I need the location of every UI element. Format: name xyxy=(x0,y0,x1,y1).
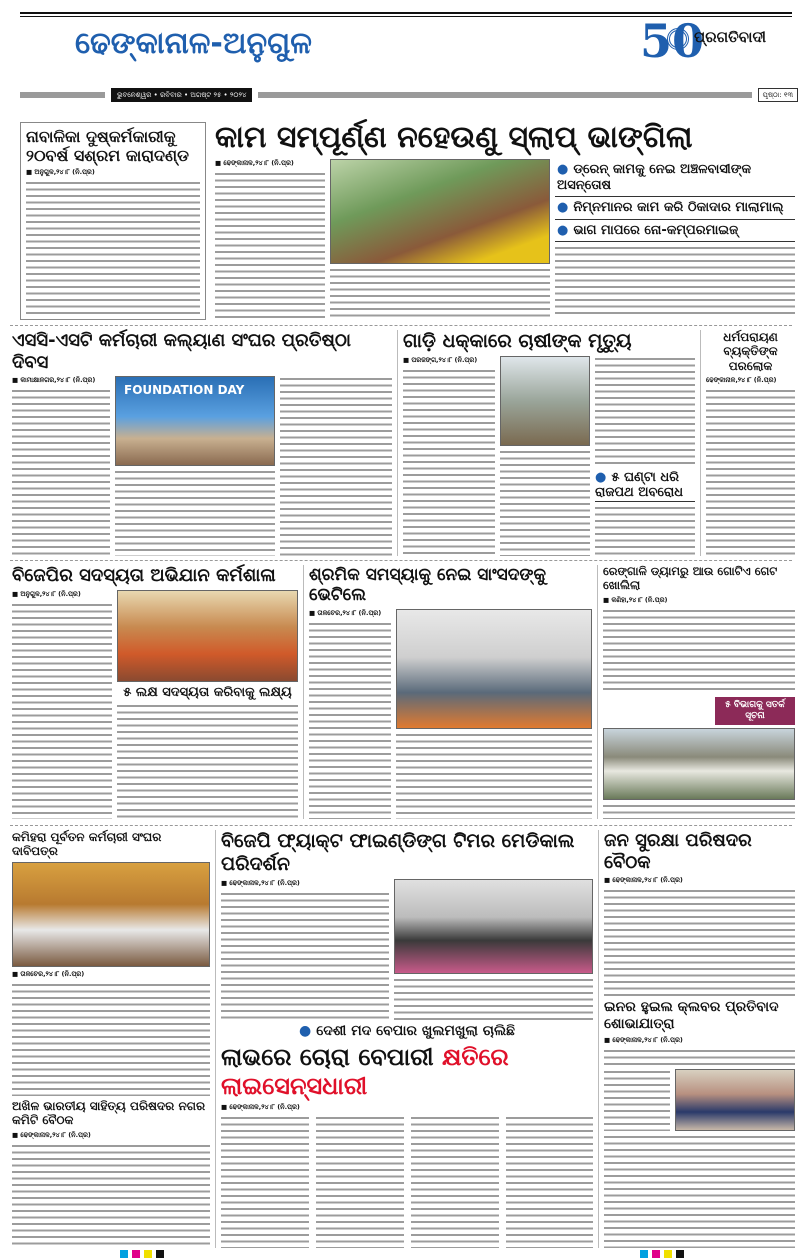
photo-banner-text: FOUNDATION DAY xyxy=(124,383,245,398)
article-body xyxy=(595,505,695,556)
article-retrenched xyxy=(12,830,210,1096)
article-body xyxy=(396,732,592,819)
subhead: ୫ ଲକ୍ଷ ସଦସ୍ୟତା କରିବାକୁ ଲକ୍ଷ୍ୟ xyxy=(123,684,292,700)
article-dateline: ■ ଢେଙ୍କାନାଳ,୨୪।୮ (ନି.ପ୍ର) xyxy=(221,878,300,887)
article-body xyxy=(12,602,112,819)
headline: ଜନ ସୁରକ୍ଷା ପରିଷଦର ବୈଠକ xyxy=(604,830,752,873)
newspaper-logo: ପ୍ରଗତିବାଦୀ xyxy=(694,28,767,46)
headline: ଗାଡ଼ି ଧକ୍କାରେ ଚାଷୀଙ୍କ ମୃତ୍ୟୁ xyxy=(403,330,632,352)
registration-mark xyxy=(120,1250,128,1258)
headline: ବିଜେପି ଫ୍ୟାକ୍ଟ ଫାଇଣ୍ଡିଙ୍ଗ ଟିମର ମେଡିକାଲ ପରିଦର୍ଶନ xyxy=(221,830,575,875)
article-body xyxy=(12,982,210,1096)
subhead: ● ୫ ଘଣ୍ଟା ଧରି ରାଜପଥ ଅବରୋଧ xyxy=(595,470,695,502)
article-body xyxy=(604,1048,795,1066)
row-3 xyxy=(12,565,795,819)
logo-50-years: 50 xyxy=(640,14,705,68)
accident-photo xyxy=(500,356,590,446)
dam-photo xyxy=(603,728,795,800)
article-body xyxy=(403,368,495,556)
article-body xyxy=(221,1115,593,1248)
hospital-visit-photo xyxy=(394,879,593,974)
article-slab xyxy=(215,120,795,318)
main-headline: କାମ ସମ୍ପୂର୍ଣ୍ଣ ନହେଉଣୁ ସ୍ଲାପ୍ ଭାଙ୍ଗିଲା xyxy=(215,120,693,155)
article-body xyxy=(117,703,298,819)
divider xyxy=(20,92,105,98)
article-body xyxy=(500,449,590,556)
dateline-bar xyxy=(20,88,798,102)
article-body xyxy=(221,891,389,1020)
article-body xyxy=(604,888,795,996)
alert-tag: ୫ ବିଭାଗକୁ ସତର୍କ ସୂଚନା xyxy=(715,697,795,725)
row-2 xyxy=(12,330,795,556)
article-dateline: ■ କଣିହା,୨୪।୮ (ନି.ପ୍ର) xyxy=(603,595,668,604)
article-liquor xyxy=(221,1023,593,1248)
union-photo xyxy=(12,862,210,967)
rally-photo xyxy=(675,1069,795,1131)
page-number: ପୃଷ୍ଠା: ୧୩ xyxy=(758,88,798,102)
divider xyxy=(258,92,751,98)
article-body xyxy=(330,267,550,318)
article-body xyxy=(215,171,325,318)
divider xyxy=(215,830,216,1248)
divider xyxy=(10,560,792,561)
article-security-council xyxy=(604,830,795,996)
divider xyxy=(397,330,398,556)
article-dateline: ■ ଢେଙ୍କାନାଳ,୨୪।୮ (ନି.ପ୍ର) xyxy=(604,1035,683,1044)
article-body xyxy=(555,245,795,318)
mp-meeting-photo xyxy=(396,609,592,729)
article-dateline: ■ ଢେଙ୍କାନାଳ,୨୪।୮ (ନି.ପ୍ର) xyxy=(215,159,294,167)
article-dateline: ■ ତାଳଚେର,୨୪।୮ (ନି.ପ୍ର) xyxy=(309,608,382,617)
article-body xyxy=(12,1143,210,1248)
article-body xyxy=(603,803,795,819)
article-dateline: ■ ତାଳଚେର,୨୪।୮ (ନି.ପ୍ର) xyxy=(12,969,85,978)
headline: ଧର୍ମପରାୟଣ ବ୍ୟକ୍ତିଙ୍କ ପରଲୋକ xyxy=(723,330,778,373)
registration-mark xyxy=(132,1250,140,1258)
kicker: ● ଦେଶୀ ମଦ ବେପାର ଖୁଲମଖୁଲା ଚାଲିଛି xyxy=(298,1023,515,1039)
headline: ରେଙ୍ଗାଳି ଡ୍ୟାମରୁ ଆଉ ଗୋଟିଏ ଗେଟ ଖୋଲିଲା xyxy=(603,564,778,592)
article-body xyxy=(26,180,200,315)
article-dateline: ଢେଙ୍କାନାଳ,୨୪।୮ (ନି.ପ୍ର) xyxy=(706,376,777,385)
headline: ଶ୍ରମିକ ସମସ୍ୟାକୁ ନେଇ ସାଂସଦଙ୍କୁ ଭେଟିଲେ xyxy=(309,565,547,606)
registration-mark xyxy=(156,1250,164,1258)
registration-mark xyxy=(652,1250,660,1258)
divider xyxy=(10,825,792,826)
article-inner-wheel xyxy=(604,999,795,1248)
registration-mark xyxy=(144,1250,152,1258)
article-dateline: ■ ଢେଙ୍କାନାଳ,୨୪।୮ (ନି.ପ୍ର) xyxy=(221,1103,300,1112)
divider xyxy=(597,565,598,819)
divider xyxy=(700,330,701,556)
dateline: ଭୁବନେଶ୍ୱର • ରବିବାର • ଅଗଷ୍ଟ ୨୫ • ୨୦୨୪ xyxy=(111,88,252,102)
article-body xyxy=(12,388,110,556)
article-rape-verdict xyxy=(20,122,206,320)
article-body xyxy=(280,376,392,556)
divider xyxy=(598,830,599,1248)
headline: କମିହରା ପୂର୍ବତନ କର୍ମଚାରୀ ସଂଘର ଦାବିପତ୍ର xyxy=(12,830,162,859)
registration-mark xyxy=(640,1250,648,1258)
headline: ବିଜେପିର ସଦସ୍ୟତା ଅଭିଯାନ କର୍ମଶାଳା xyxy=(12,565,276,586)
headline: ଅଖିଳ ଭାରତୀୟ ସାହିତ୍ୟ ପରିଷଦର ନଗର କମିଟି ବୈଠକ xyxy=(12,1099,206,1128)
bullet-item: ● ଭାଗ ମାପରେ ନୋ-କମ୍ପରମାଇଜ୍ xyxy=(555,220,795,243)
headline: ଲାଭରେ ଚୋରା ବେପାରୀ କ୍ଷତିରେ ଲାଇସେନ୍ସଧାରୀ xyxy=(221,1042,509,1100)
article-body xyxy=(706,388,795,556)
headline: ଏସସି-ଏସଟି କର୍ମଚାରୀ କଲ୍ୟାଣ ସଂଘର ପ୍ରତିଷ୍ଠା ଦିବସ xyxy=(12,330,352,373)
article-fact-finding xyxy=(221,830,593,1020)
emblem-icon xyxy=(667,28,689,50)
article-dateline: ■ ଅନୁଗୁଳ,୨୪।୮ (ନି.ପ୍ର) xyxy=(12,589,81,598)
row-4-5 xyxy=(12,830,795,1248)
foundation-day-photo xyxy=(115,376,275,466)
article-dateline: ■ କାମାକ୍ଷାନଗର,୨୪।୮ (ନି.ପ୍ର) xyxy=(12,376,96,385)
divider xyxy=(303,565,304,819)
article-body xyxy=(604,1069,670,1131)
bullet-item: ● ନିମ୍ନମାନର କାମ କରି ଠିକାଦାର ମାଲାମାଲ୍ xyxy=(555,197,795,220)
section-title: ଢେଙ୍କାନାଳ-ଅନୁଗୁଳ xyxy=(75,26,312,61)
headline: ନାବାଳିକା ଦୁଷ୍କର୍ମକାରୀକୁ ୨୦ବର୍ଷ ସଶ୍ରମ କାରାଦଣ୍ଡ xyxy=(26,127,189,166)
registration-mark xyxy=(664,1250,672,1258)
article-body xyxy=(604,1134,795,1248)
headline: ଇନର ହୁଇଲ କ୍ଲବର ପ୍ରତିବାଦ ଶୋଭାଯାତ୍ରା xyxy=(604,999,779,1032)
article-dateline: ■ ଢେଙ୍କାନାଳ,୨୪।୮ (ନି.ପ୍ର) xyxy=(12,1130,91,1139)
drain-work-photo xyxy=(330,159,550,264)
registration-mark xyxy=(676,1250,684,1258)
article-dateline: ■ ଢେଙ୍କାନାଳ,୨୪।୮ (ନି.ପ୍ର) xyxy=(604,876,683,885)
subhead-bullets xyxy=(555,159,795,242)
article-body xyxy=(309,621,391,819)
divider xyxy=(10,325,792,326)
article-dateline: ■ ପରଜଙ୍ଗ,୨୪।୮ (ନି.ପ୍ର) xyxy=(403,355,478,364)
article-body xyxy=(115,469,275,556)
workshop-photo xyxy=(117,590,298,682)
article-body xyxy=(603,608,795,695)
article-sahitya xyxy=(12,1099,210,1248)
article-dateline: ■ ଅନୁଗୁଳ,୨୪।୮ (ନି.ପ୍ର) xyxy=(26,168,95,177)
bullet-item: ● ଡ୍ରେନ୍ କାମକୁ ନେଇ ଅଞ୍ଚଳବାସୀଙ୍କ ଅସନ୍ତୋଷ xyxy=(555,159,795,197)
article-body xyxy=(595,356,695,467)
article-body xyxy=(394,977,593,1020)
